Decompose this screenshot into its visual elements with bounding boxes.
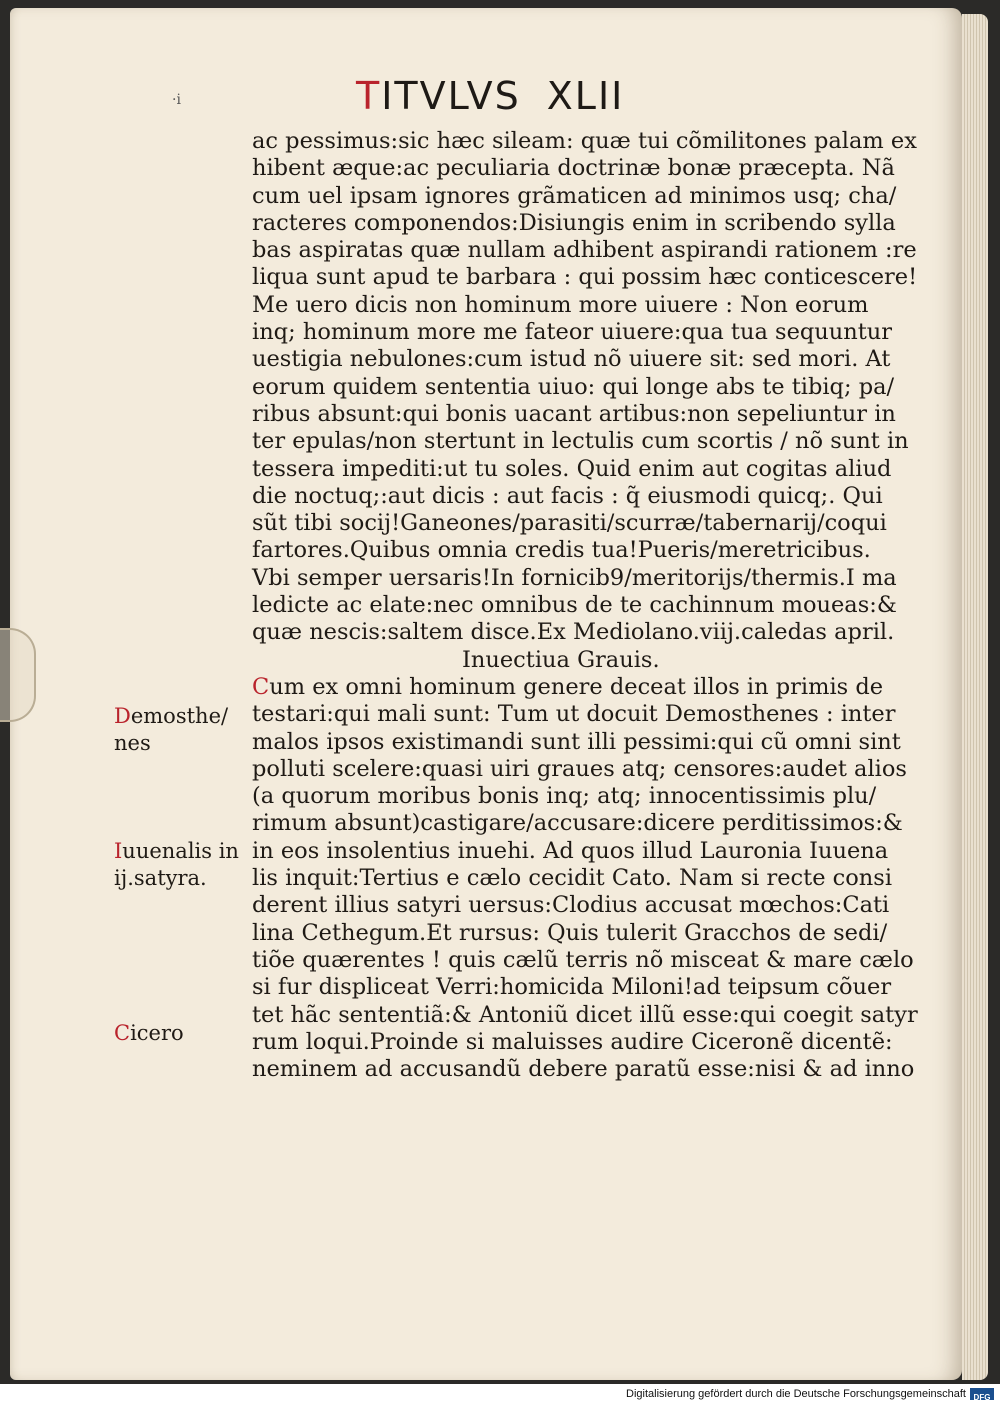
text-line: lis inquit:Tertius e cælo cecidit Cato. Nam si recte consi [252,865,893,892]
text-line: rimum absunt)castigare/accusare:dicere perditissimos:& [252,810,903,837]
text-line: quæ nescis:saltem disce.Ex Mediolano.viij.caledas april. [252,619,895,646]
text-line: ledicte ac elate:nec omnibus de te cachinnum moueas:& [252,592,897,619]
text-line: testari:qui mali sunt: Tum ut docuit Demosthenes : inter [252,701,896,728]
text-line: uestigia nebulones:cum istud nõ uiuere sit: sed mori. At [252,346,891,373]
text-line: hibent æque:ac peculiaria doctrinæ bonæ præcepta. Nã [252,155,895,182]
text-line: tessera impediti:ut tu soles. Quid enim aut cogitas aliud [252,455,892,482]
section-heading: Inuectiua Grauis. [462,646,660,673]
text-line: cum uel ipsam ignores grãmaticen ad minimos usq; cha/ [252,182,897,209]
text-line: (a quorum moribus bonis inq; atq; innocentissimis plu/ [252,783,877,810]
header-title: ITVLVS [381,74,521,118]
text-line: in eos insolentius inuehi. Ad quos illud Lauronia Iuuena [252,837,889,864]
dfg-logo-icon: DFG [970,1388,994,1400]
text-line: derent illius satyri uersus:Clodius accusat mœchos:Cati [252,892,890,919]
main-text-column [252,128,918,1083]
text-line: si fur displiceat Verri:homicida Miloni!ad teipsum cõuer [252,974,892,1001]
rubricated-initial: C [252,673,270,700]
text-line: inq; hominum more me fateor uiuere:qua tua sequuntur [252,319,893,346]
text-line: liqua sunt apud te barbara : qui possim hæc conticescere! [252,264,918,291]
text-line: racteres componendos:Disiungis enim in scribendo sylla [252,209,896,236]
header-initial: T [356,74,382,118]
text-line: lina Cethegum.Et rursus: Quis tulerit Gracchos de sedi/ [252,919,888,946]
text-line: tiõe quærentes ! quis cælũ terris nõ misceat & mare cælo [252,946,914,973]
text-line: Cum ex omni hominum genere deceat illos in primis de [252,673,884,700]
text-line: bas aspiratas quæ nullam adhibent aspirandi rationem :re [252,237,917,264]
text-line: eorum quidem sententia uiuo: qui longe abs te tibiq; pa/ [252,373,895,400]
text-line: neminem ad accusandũ debere paratũ esse:nisi & ad inno [252,1056,915,1083]
marginal-note-demosthenes: Demosthe/ nes [114,704,229,755]
text-line: tet hãc sententiã:& Antoniũ dicet illũ esse:qui coegit satyr [252,1001,918,1028]
corner-mark: ·i [172,92,181,108]
header-number: XLII [546,74,625,118]
rubricated-initial: C [114,1021,131,1045]
text-line: polluti scelere:quasi uiri graues atq; censores:audet alios [252,755,907,782]
text-line: ter epulas/non stertunt in lectulis cum scortis / nõ sunt in [252,428,909,455]
digitization-footer [0,1384,1000,1404]
marginal-note-cicero: Cicero [114,1021,184,1045]
running-header [356,74,624,118]
text-line: fartores.Quibus omnia credis tua!Pueris/meretricibus. [252,537,871,564]
text-line: ac pessimus:sic hæc sileam: quæ tui cõmilitones palam ex [252,128,917,154]
text-line: sũt tibi socij!Ganeones/parasiti/scurræ/tabernarij/coqui [252,510,887,537]
marginal-note-iuuenalis: Iuuenalis in ij.satyra. [114,839,239,890]
rubricated-initial: I [114,839,123,863]
text-line: Me uero dicis non hominum more uiuere : Non eorum [252,291,869,318]
page-fore-edge [962,14,988,1380]
text-line: Vbi semper uersaris!In fornicib9/meritorijs/thermis.I ma [252,564,897,591]
page-tab [0,628,36,722]
text-line: rum loqui.Proinde si maluisses audire Ciceronẽ dicentẽ: [252,1028,893,1055]
text-line: ribus absunt:qui bonis uacant artibus:non sepeliuntur in [252,400,896,427]
funding-credit: Digitalisierung gefördert durch die Deutsche Forschungsgemeinschaft [626,1388,966,1400]
rubricated-initial: D [114,704,131,728]
text-line: malos ipsos existimandi sunt illi pessimi:qui cũ omni sint [252,728,901,755]
text-line: die noctuq;:aut dicis : aut facis : q̃ eiusmodi quicq;. Qui [252,482,883,509]
